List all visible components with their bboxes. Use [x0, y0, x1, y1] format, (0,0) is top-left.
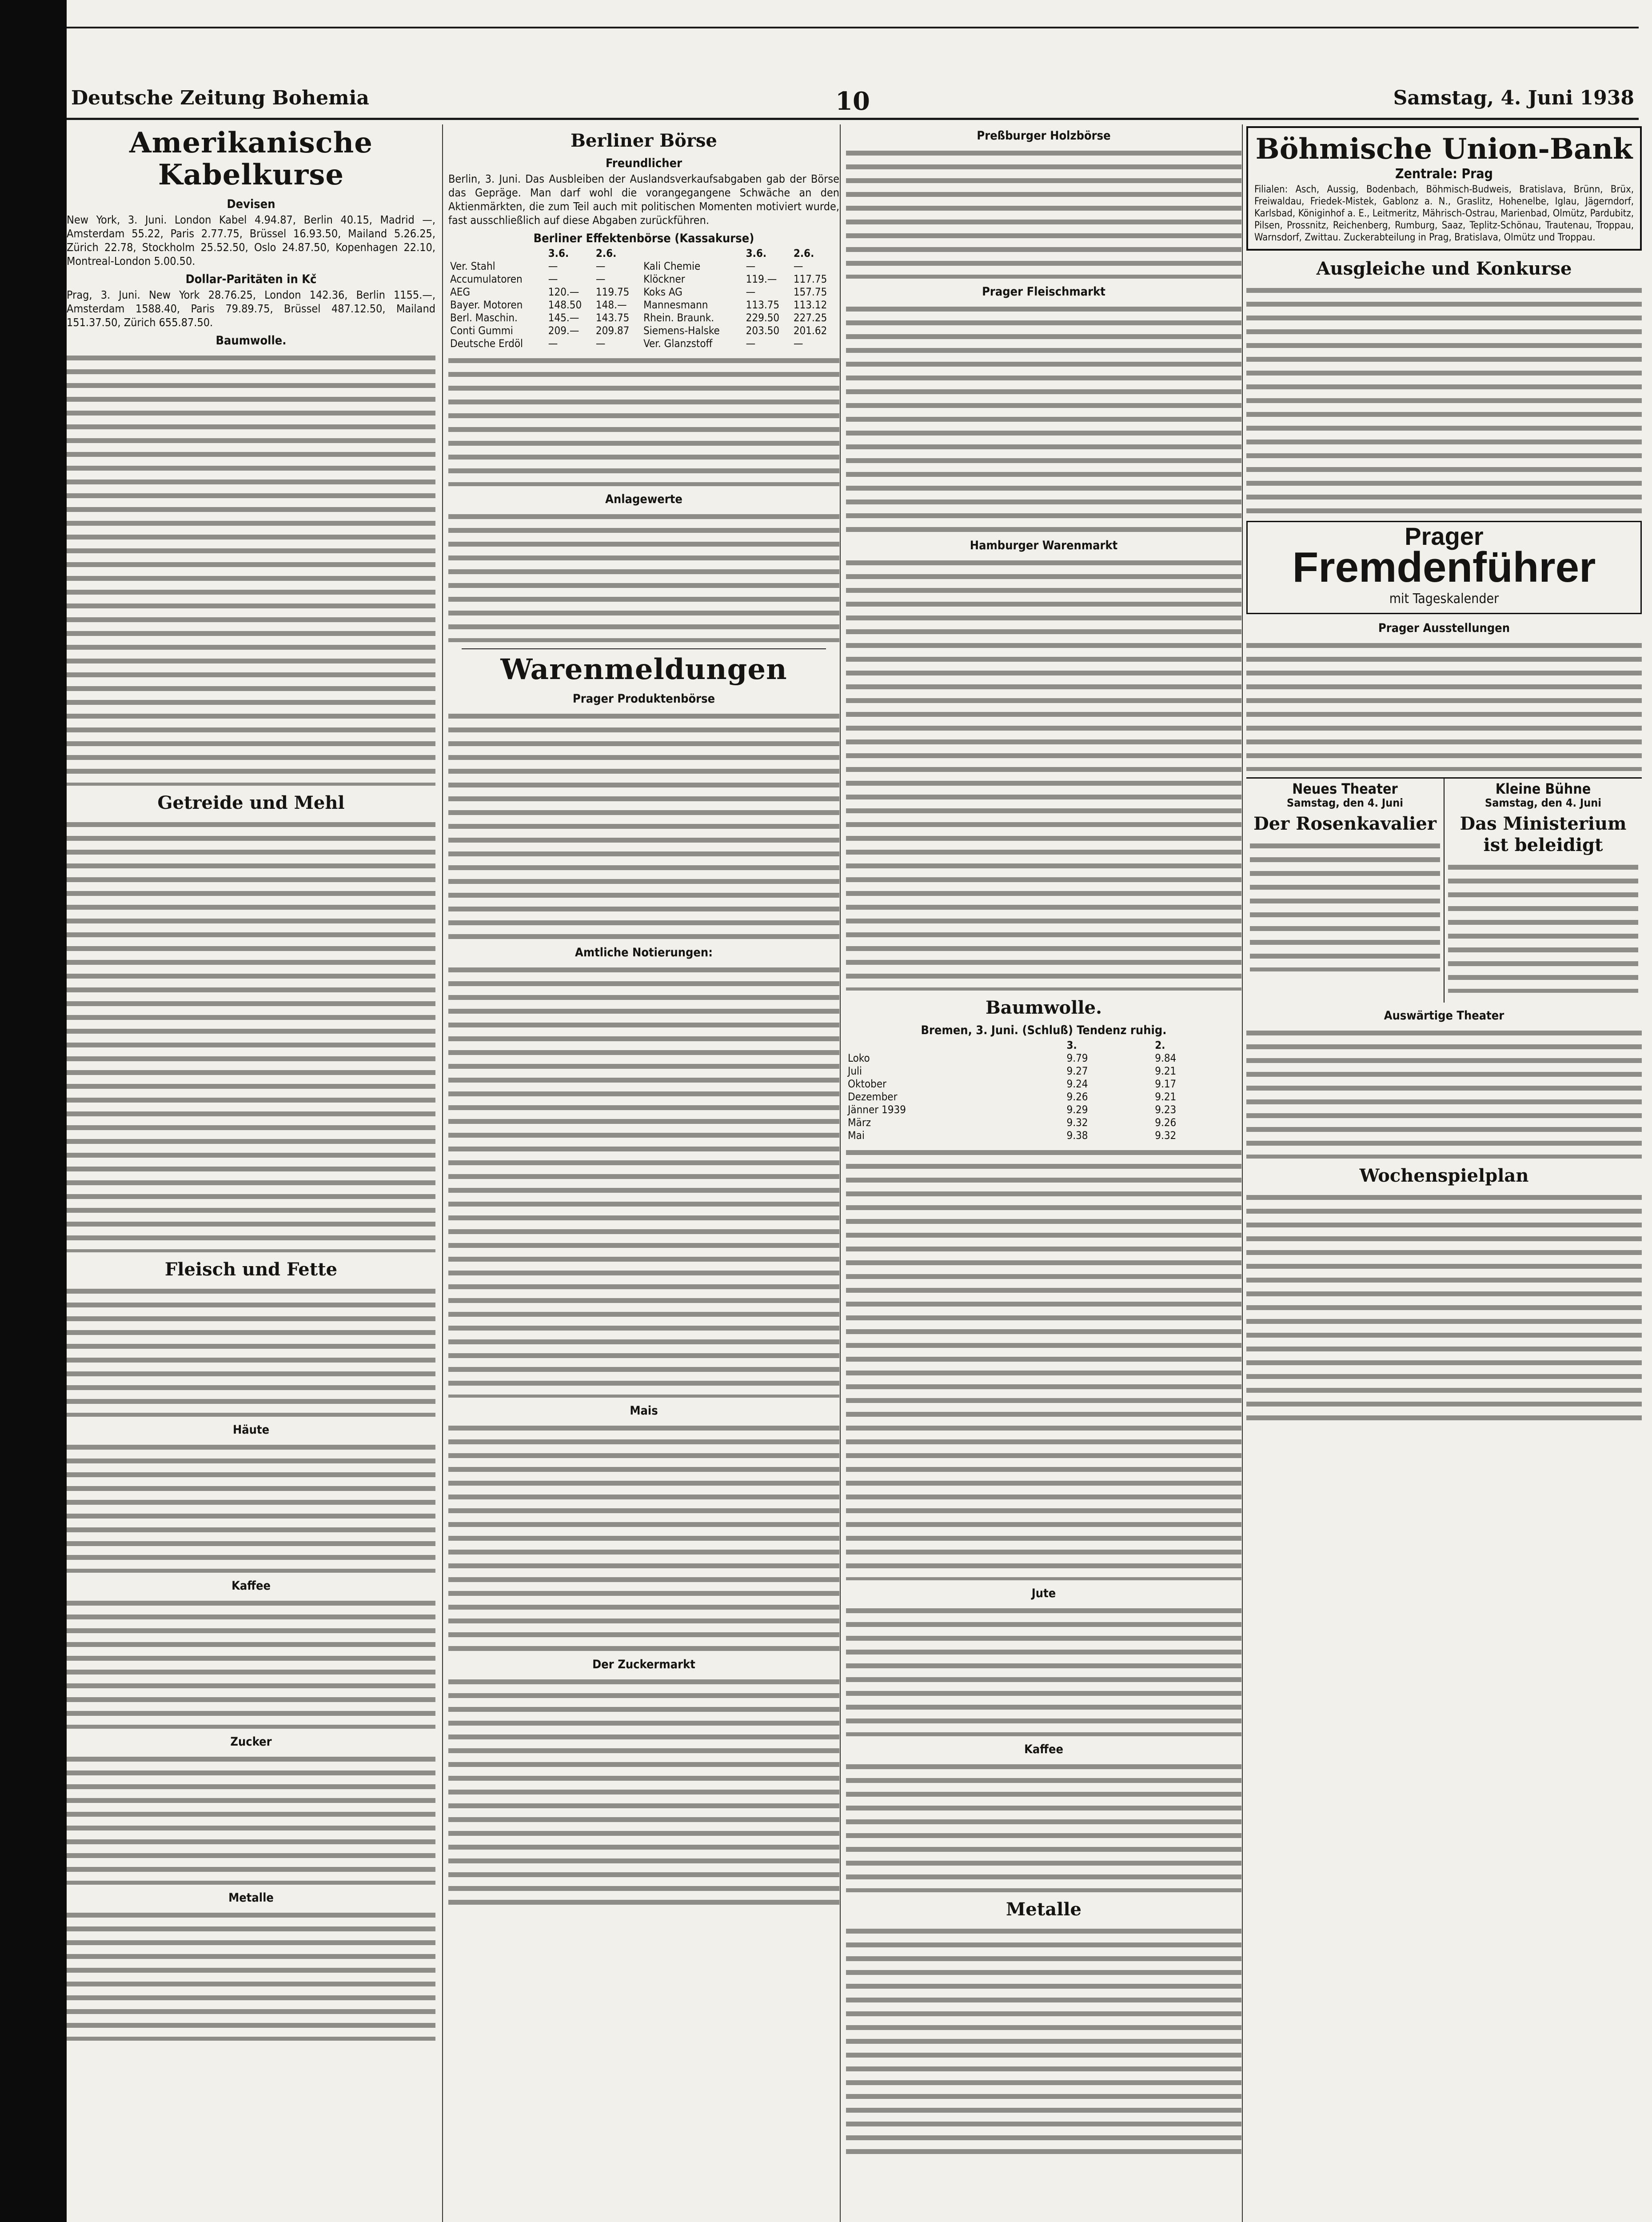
subsection-title: Prager Ausstellungen	[1378, 621, 1510, 635]
subsection-title: Getreide und Mehl	[157, 792, 345, 813]
cotton-cell: 9.38	[1066, 1129, 1088, 1142]
table-row	[448, 286, 839, 299]
subsection-title: Jute	[1031, 1587, 1056, 1600]
table-row	[448, 260, 839, 273]
article-text: Prag, 3. Juni. New York 28.76.25, London 142.36, Berlin 1155.—, Amsterdam 1588.40, Paris 79.89.75, Brüssel 487.12.50, Mailand 151.37.50, Zürich 655.87.50.	[67, 288, 435, 329]
stock-cell: Ver. Glanzstoff	[643, 337, 713, 350]
table-row	[846, 1078, 1241, 1091]
section-title: Amerikanische Kabelkurse	[129, 126, 373, 192]
subsection-title: Kaffee	[231, 1579, 271, 1593]
cotton-cell: 9.21	[1155, 1065, 1177, 1077]
stock-header-cell	[642, 247, 744, 260]
cotton-cell: Loko	[848, 1052, 870, 1064]
page-header	[67, 87, 1639, 120]
cotton-cell: 9.23	[1155, 1103, 1177, 1116]
subsection-title: Baumwolle.	[985, 997, 1102, 1018]
stock-header-cell	[448, 247, 547, 260]
text-block	[448, 509, 839, 642]
subsection-title: Metalle	[1006, 1899, 1081, 1920]
cotton-cell: Jänner 1939	[848, 1103, 906, 1116]
table-row	[846, 1091, 1241, 1103]
stock-cell: 117.75	[793, 273, 827, 285]
cotton-cell: 9.84	[1155, 1052, 1177, 1064]
stock-cell: 209.87	[595, 324, 630, 337]
subsection-title: Der Zuckermarkt	[592, 1658, 695, 1671]
subsection-title: Kaffee	[1024, 1742, 1063, 1756]
stock-cell: —	[793, 260, 803, 272]
text-block	[846, 301, 1241, 532]
stock-cell: —	[548, 337, 558, 350]
cotton-cell: 9.24	[1066, 1078, 1088, 1090]
cotton-cell: Juli	[848, 1065, 862, 1077]
table-row	[846, 1103, 1241, 1116]
guide-title: Fremdenführer	[1292, 544, 1596, 591]
cotton-cell: 9.26	[1066, 1091, 1088, 1103]
cotton-cell: 9.21	[1155, 1091, 1177, 1103]
text-block	[67, 1907, 435, 2041]
stock-cell: Conti Gummi	[450, 324, 513, 337]
text-block	[67, 1595, 435, 1729]
subsection-title: Auswärtige Theater	[1384, 1009, 1504, 1023]
stock-cell: 201.62	[793, 324, 827, 337]
newspaper-page	[67, 0, 1652, 2222]
theater-date: Samstag, den 4. Juni	[1287, 796, 1403, 809]
table-row	[846, 1065, 1241, 1078]
cotton-cell: März	[848, 1116, 871, 1129]
divider	[462, 648, 826, 649]
text-block	[1250, 838, 1440, 971]
table-row	[448, 337, 839, 350]
subsection-title: Anlagewerte	[605, 492, 682, 506]
bank-subtitle: Zentrale: Prag	[1395, 166, 1493, 182]
section-title: Berliner Börse	[571, 130, 717, 151]
stock-cell: Accumulatoren	[450, 273, 523, 285]
stock-cell: 119.75	[595, 286, 630, 298]
text-block	[67, 817, 435, 1252]
column-3	[840, 124, 1247, 2222]
stock-cell: Klöckner	[643, 273, 685, 285]
stock-cell: —	[746, 260, 756, 272]
stock-cell: 113.75	[746, 299, 780, 311]
stock-cell: 203.50	[746, 324, 780, 337]
text-block	[846, 1145, 1241, 1580]
text-block	[1246, 283, 1642, 514]
text-block	[846, 1923, 1241, 2154]
stock-cell: 229.50	[746, 312, 780, 324]
subsection-title: Freundlicher	[605, 156, 682, 170]
stock-cell: Bayer. Motoren	[450, 299, 523, 311]
cotton-cell: 9.26	[1155, 1116, 1177, 1129]
text-block	[448, 1674, 839, 1905]
section-title: Warenmeldungen	[500, 653, 787, 686]
table-row	[846, 1052, 1241, 1065]
stock-header-cell: 2.6.	[793, 247, 814, 260]
cotton-cell: Oktober	[848, 1078, 887, 1090]
subsection-title: Preßburger Holzbörse	[977, 129, 1111, 143]
subsection-title: Zucker	[230, 1735, 272, 1749]
cotton-cell: 9.29	[1066, 1103, 1088, 1116]
stock-cell: —	[595, 273, 606, 285]
stock-cell: —	[548, 273, 558, 285]
stock-cell: 148.—	[595, 299, 627, 311]
text-block	[67, 1439, 435, 1573]
subsection-title: Amtliche Notierungen:	[575, 946, 713, 959]
cotton-cell: 9.27	[1066, 1065, 1088, 1077]
guide-box	[1246, 521, 1642, 614]
cotton-cell: Mai	[848, 1129, 865, 1142]
text-block	[846, 145, 1241, 279]
stock-cell: Siemens-Halske	[643, 324, 720, 337]
theater-box	[1444, 779, 1642, 1003]
text-block	[67, 350, 435, 786]
stock-cell: Kali Chemie	[643, 260, 701, 272]
article-text: Berlin, 3. Juni. Das Ausbleiben der Auslandsverkaufsabgaben gab der Börse das Gepräge. Man darf wohl die vorangegangene Schwäche an den Aktienmärkten, die zum Teil auch mit politischen Momenten motiviert wurde, fast ausschließlich auf diese Abgaben zurückführen.	[448, 172, 839, 227]
play-title: Das Ministerium ist beleidigt	[1460, 813, 1627, 855]
stock-header-cell: 3.6.	[746, 247, 767, 260]
stock-header-cell: 3.6.	[548, 247, 569, 260]
text-block	[67, 1283, 435, 1417]
text-block	[448, 708, 839, 939]
table-row	[846, 1116, 1241, 1129]
subsection-title: Devisen	[227, 197, 275, 211]
stock-cell: 143.75	[595, 312, 630, 324]
subsection-title: Fleisch und Fette	[164, 1259, 338, 1280]
stock-cell: Koks AG	[643, 286, 682, 298]
subsection-title: Hamburger Warenmarkt	[970, 539, 1118, 552]
cotton-header-cell: 3.	[1066, 1039, 1077, 1051]
cotton-cell: Dezember	[848, 1091, 898, 1103]
stock-cell: 119.—	[746, 273, 777, 285]
column-1	[67, 124, 441, 2222]
bank-advert	[1246, 126, 1642, 251]
bank-name: Böhmische Union-Bank	[1255, 132, 1633, 166]
table-row	[846, 1129, 1241, 1142]
cotton-cell: 9.32	[1066, 1116, 1088, 1129]
article-text: New York, 3. Juni. London Kabel 4.94.87, Berlin 40.15, Madrid —, Amsterdam 55.22, Paris 2.77.75, Brüssel 16.93.50, Mailand 5.26.25, Zürich 22.78, Stockholm 25.52.50, Oslo 24.87.50, Kopenhagen 22.10, Montreal-London 5.00.50.	[67, 213, 435, 268]
text-block	[846, 1603, 1241, 1736]
text-block	[448, 962, 839, 1398]
text-block	[67, 1751, 435, 1885]
page-number: 10	[835, 87, 870, 116]
text-block	[448, 1420, 839, 1651]
stock-cell: 209.—	[548, 324, 579, 337]
subsection-title: Metalle	[228, 1891, 274, 1905]
guide-subtitle: mit Tageskalender	[1389, 591, 1499, 607]
subsection-title: Mais	[630, 1404, 658, 1418]
theater-listings	[1246, 777, 1642, 1003]
cotton-header-cell: 2.	[1155, 1039, 1165, 1051]
section-title: Ausgleiche und Konkurse	[1316, 258, 1572, 279]
stock-cell: 120.—	[548, 286, 579, 298]
stock-table	[448, 247, 839, 350]
text-block	[1246, 638, 1642, 771]
table-title: Berliner Effektenbörse (Kassakurse)	[533, 232, 754, 245]
subsection-title: Dollar-Paritäten in Kč	[185, 272, 317, 286]
stock-cell: AEG	[450, 286, 471, 298]
stock-cell: 157.75	[793, 286, 827, 298]
text-block	[846, 555, 1241, 991]
text-block	[846, 1759, 1241, 1892]
play-title: Der Rosenkavalier	[1253, 813, 1437, 834]
table-row	[448, 299, 839, 312]
newspaper-name: Deutsche Zeitung Bohemia	[71, 87, 369, 109]
theater-box	[1246, 779, 1444, 1003]
issue-date: Samstag, 4. Juni 1938	[1393, 87, 1634, 109]
stock-cell: 145.—	[548, 312, 579, 324]
cotton-header-cell	[846, 1039, 1065, 1052]
stock-header-cell: 2.6.	[595, 247, 617, 260]
text-block	[1246, 1025, 1642, 1159]
market-label: Bremen, 3. Juni. (Schluß) Tendenz ruhig.	[921, 1023, 1167, 1037]
stock-cell: —	[595, 337, 606, 350]
top-rule	[67, 27, 1639, 28]
guide-title-top: Prager	[1405, 522, 1484, 550]
table-row	[448, 324, 839, 337]
subsection-title: Wochenspielplan	[1359, 1165, 1529, 1186]
stock-cell: Mannesmann	[643, 299, 708, 311]
cotton-cell: 9.17	[1155, 1078, 1177, 1090]
stock-cell: 227.25	[793, 312, 827, 324]
cotton-cell: 9.79	[1066, 1052, 1088, 1064]
subsection-title: Prager Fleischmarkt	[982, 285, 1105, 299]
scan-border	[0, 0, 67, 2222]
subsection-title: Häute	[232, 1423, 270, 1437]
cotton-cell: 9.32	[1155, 1129, 1177, 1142]
stock-cell: Ver. Stahl	[450, 260, 495, 272]
stock-cell: —	[793, 337, 803, 350]
stock-cell: —	[548, 260, 558, 272]
text-block	[1246, 1190, 1642, 1421]
stock-cell: —	[595, 260, 606, 272]
text-block	[448, 353, 839, 486]
stock-cell: Deutsche Erdöl	[450, 337, 523, 350]
column-4	[1242, 124, 1645, 2222]
stock-cell: 113.12	[793, 299, 827, 311]
stock-cell: Rhein. Braunk.	[643, 312, 714, 324]
theater-name: Neues Theater	[1292, 780, 1398, 797]
table-row	[448, 273, 839, 286]
text-block	[1448, 859, 1638, 993]
subsection-title: Baumwolle.	[215, 334, 287, 348]
column-2	[442, 124, 845, 2222]
subsection-title: Prager Produktenbörse	[572, 692, 715, 706]
theater-date: Samstag, den 4. Juni	[1485, 796, 1601, 809]
bank-branches: Filialen: Asch, Aussig, Bodenbach, Böhmisch-Budweis, Bratislava, Brünn, Brüx, Freiwaldau, Friedek-Mistek, Gablonz a. N., Graslitz, Hohenelbe, Iglau, Jägerndorf, Karlsbad, Königinhof a. E., Leitmeritz, Mährisch-Ostrau, Marienbad, Olmütz, Pardubitz, Pilsen, Prossnitz, Reichenberg, Rumburg, Saaz, Teplitz-Schönau, Trautenau, Troppau, Warnsdorf, Zwittau. Zuckerabteilung in Prag, Bratislava, Olmütz und Troppau.	[1254, 184, 1634, 243]
cotton-table	[846, 1039, 1241, 1142]
stock-cell: 148.50	[548, 299, 582, 311]
table-row	[448, 312, 839, 324]
theater-name: Kleine Bühne	[1495, 780, 1591, 797]
stock-cell: Berl. Maschin.	[450, 312, 518, 324]
stock-cell: —	[746, 337, 756, 350]
stock-cell: —	[746, 286, 756, 298]
